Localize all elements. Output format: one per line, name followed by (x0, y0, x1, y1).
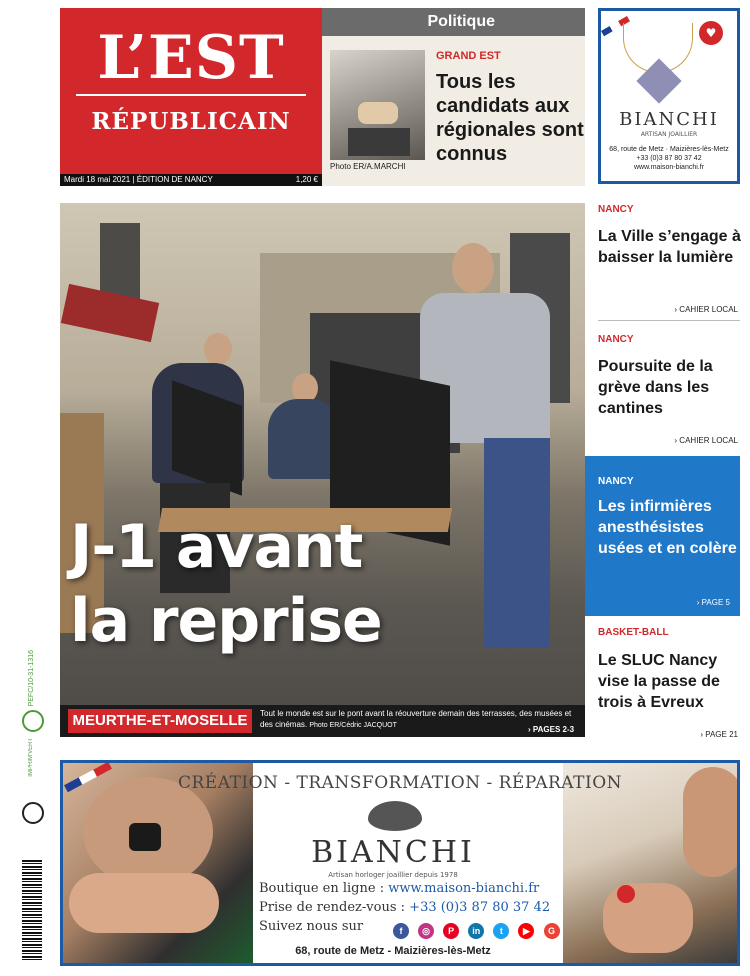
heart-logo-icon (368, 801, 422, 831)
instagram-icon[interactable]: ◎ (418, 923, 434, 939)
masthead-logo[interactable] (60, 8, 322, 174)
social-icons (393, 919, 564, 939)
youtube-icon[interactable]: ▶ (518, 923, 534, 939)
main-pages-ref[interactable]: › PAGES 2-3 (528, 725, 575, 734)
ad-brand-sub: Artisan horloger joaillier depuis 1978 (328, 871, 458, 879)
pefc-label: PEFC/10-31-1316 (28, 650, 35, 707)
imprimvert-label: IMPRIM'VERT (28, 738, 34, 777)
ad-contact: 68, route de Metz · Maizières-lès-Metz +33 (0)3 87 80 37 42 www.maison-bianchi.fr (609, 146, 729, 171)
artisan-logo-icon: ♥ (699, 21, 723, 45)
ad-address: 68, route de Metz - Maizières-lès-Metz (295, 945, 491, 957)
ad-brand: BIANCHI (311, 835, 475, 870)
barcode-icon (22, 860, 42, 960)
masthead-rule (76, 94, 306, 96)
ad-rdv-line[interactable]: Prise de rendez-vous : +33 (0)3 87 80 37 42 (259, 900, 551, 915)
google-icon[interactable]: G (544, 923, 560, 939)
region-tag[interactable]: MEURTHE-ET-MOSELLE (68, 709, 252, 733)
jeweler-photo (563, 763, 740, 963)
masthead-subtitle: RÉPUBLICAIN (91, 108, 291, 135)
facebook-icon[interactable]: f (393, 923, 409, 939)
masthead-title: L’EST (97, 23, 285, 93)
story1-headline[interactable]: La Ville s’engage à baisser la lumière (598, 228, 741, 266)
story3-kicker: NANCY (598, 476, 634, 487)
bianchi-ad-top[interactable] (598, 8, 740, 184)
ad-brand: BIANCHI (619, 109, 719, 130)
recycle-icon (22, 802, 44, 824)
date-edition: Mardi 18 mai 2021 | ÉDITION DE NANCY (64, 175, 213, 184)
side-strip (18, 650, 48, 970)
story3-box[interactable] (585, 456, 740, 616)
politique-photo-credit: Photo ER/A.MARCHI (330, 162, 406, 171)
section-politique[interactable]: Politique (322, 8, 585, 36)
ad-tagline: ARTISAN JOAILLIER (640, 131, 698, 138)
story4-ref[interactable]: › PAGE 21 (700, 730, 738, 739)
pefc-icon (22, 710, 44, 732)
ad-services: CRÉATION - TRANSFORMATION - RÉPARATION (178, 773, 622, 793)
story3-ref[interactable]: › PAGE 5 (696, 598, 730, 607)
twitter-icon[interactable]: t (493, 923, 509, 939)
story2-headline[interactable]: Poursuite de la grève dans les cantines (598, 358, 713, 417)
story4-kicker: BASKET-BALL (598, 627, 669, 638)
politique-kicker: GRAND EST (436, 50, 501, 62)
pinterest-icon[interactable]: P (443, 923, 459, 939)
story2-kicker: NANCY (598, 334, 634, 345)
story1-ref[interactable]: › CAHIER LOCAL (674, 305, 738, 314)
date-bar (60, 174, 322, 186)
story1-kicker: NANCY (598, 204, 634, 215)
story4-headline[interactable]: Le SLUC Nancy vise la passe de trois à Evreux (598, 652, 720, 711)
price: 1,20 € (295, 175, 318, 184)
story3-headline[interactable]: Les infirmières anesthésistes usées et en colère (598, 498, 737, 557)
main-headline[interactable]: J-1 avant la reprise (70, 512, 382, 656)
photo-caption: Tout le monde est sur le pont avant la réouverture demain des terrasses, des musées et des cinémas. Photo ER/Cédric JACQUOT (260, 709, 572, 729)
bianchi-ad-bottom[interactable] (60, 760, 740, 966)
ad-shop-line[interactable]: Boutique en ligne : www.maison-bianchi.fr (259, 881, 540, 896)
ad-follow-label: Suivez nous sur (259, 919, 364, 934)
story2-ref[interactable]: › CAHIER LOCAL (674, 436, 738, 445)
ballot-photo (330, 50, 425, 160)
politique-headline[interactable]: Tous les candidats aux régionales sont connus (436, 71, 584, 165)
watchmaker-photo (63, 763, 253, 963)
linkedin-icon[interactable]: in (468, 923, 484, 939)
